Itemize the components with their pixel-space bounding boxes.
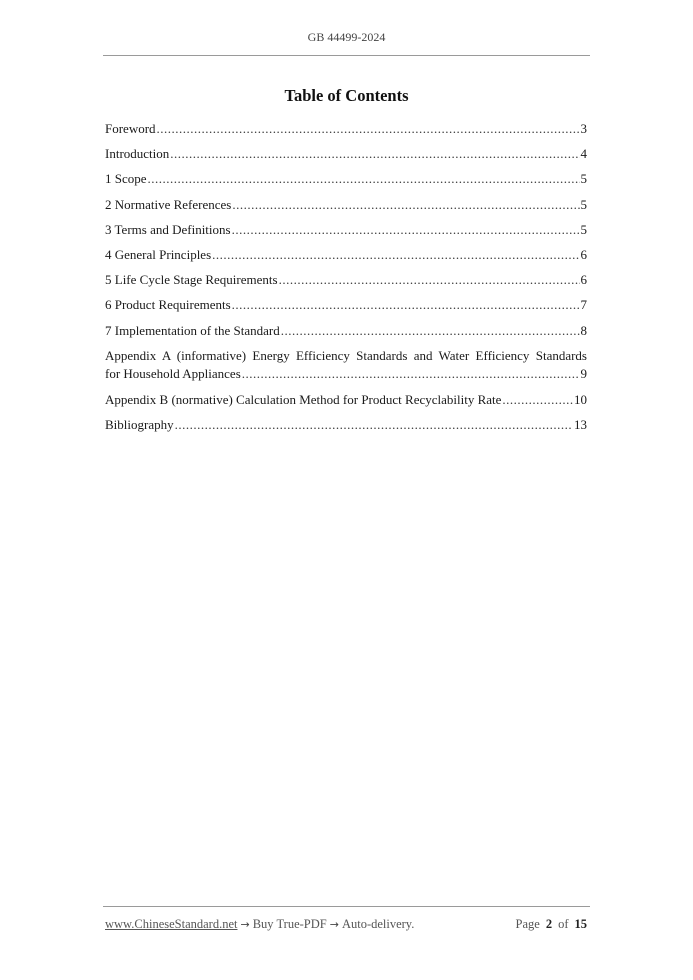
- toc-entry-product-requirements[interactable]: [105, 297, 587, 322]
- buy-true-pdf-text: Buy True-PDF: [252, 917, 327, 931]
- arrow-right-icon: →: [240, 918, 250, 931]
- footer-promo: [105, 917, 414, 932]
- toc-dot-leader: [157, 121, 580, 137]
- toc-entry-life-cycle[interactable]: [105, 272, 587, 297]
- toc-dot-leader: [281, 323, 580, 339]
- header-divider: [103, 55, 590, 56]
- toc-list: [105, 121, 587, 442]
- page-footer: [105, 917, 587, 932]
- toc-entry-general-principles[interactable]: [105, 247, 587, 272]
- arrow-right-icon: →: [329, 918, 339, 931]
- toc-entry-label: 6 Product Requirements: [105, 297, 231, 313]
- page-indicator: [516, 917, 587, 932]
- page-label: Page: [515, 917, 540, 931]
- toc-entry-page: 7: [580, 297, 587, 313]
- toc-dot-leader: [175, 417, 573, 433]
- toc-entry-page: 5: [580, 221, 587, 237]
- toc-entry-page: 8: [580, 322, 587, 338]
- toc-dot-leader: [170, 146, 579, 162]
- toc-entry-page: 5: [580, 196, 587, 212]
- toc-dot-leader: [148, 171, 580, 187]
- toc-dot-leader: [279, 272, 580, 288]
- toc-dot-leader: [232, 222, 580, 238]
- toc-entry-bibliography[interactable]: [105, 417, 587, 442]
- toc-entry-label-line1: Appendix A (informative) Energy Efficiency Standards and Water Efficiency Standards: [105, 347, 587, 363]
- toc-entry-label: 2 Normative References: [105, 196, 232, 212]
- toc-dot-leader: [242, 366, 580, 382]
- toc-entry-page: 6: [580, 272, 587, 288]
- toc-entry-label: 5 Life Cycle Stage Requirements: [105, 272, 278, 288]
- toc-entry-label: 4 General Principles: [105, 246, 212, 262]
- toc-entry-label: 7 Implementation of the Standard: [105, 322, 280, 338]
- toc-dot-leader: [232, 297, 580, 313]
- toc-entry-label: Foreword: [105, 121, 156, 136]
- toc-entry-label: Introduction: [105, 146, 170, 162]
- toc-entry-page: 6: [580, 246, 587, 262]
- toc-entry-page: 3: [580, 121, 587, 136]
- toc-entry-appendix-b[interactable]: [105, 392, 587, 417]
- toc-entry-label: Appendix B (normative) Calculation Method for Product Recyclability Rate: [105, 391, 502, 407]
- toc-entry-label: 1 Scope: [105, 171, 147, 187]
- toc-entry-label-line2: for Household Appliances: [105, 365, 241, 381]
- toc-dot-leader: [232, 197, 579, 213]
- of-label: of: [558, 917, 569, 931]
- toc-entry-label: Bibliography: [105, 416, 174, 432]
- current-page-number: 2: [545, 917, 553, 931]
- toc-entry-introduction[interactable]: [105, 146, 587, 171]
- running-header: GB 44499-2024: [307, 30, 386, 44]
- toc-entry-page: 9: [580, 365, 587, 381]
- toc-entry-scope[interactable]: [105, 171, 587, 196]
- toc-entry-foreword[interactable]: [105, 121, 587, 146]
- toc-entry-page: 4: [580, 146, 587, 162]
- toc-entry-implementation[interactable]: [105, 323, 587, 348]
- toc-entry-second-line: [105, 366, 587, 382]
- toc-entry-page: 10: [574, 391, 587, 407]
- toc-dot-leader: [212, 247, 579, 263]
- toc-entry-page: 5: [580, 171, 587, 187]
- total-pages-number: 15: [574, 917, 587, 931]
- footer-divider: [103, 906, 590, 907]
- toc-dot-leader: [502, 392, 573, 408]
- auto-delivery-text: Auto-delivery.: [341, 917, 415, 931]
- toc-entry-appendix-a[interactable]: [105, 348, 587, 392]
- toc-entry-normative-references[interactable]: [105, 197, 587, 222]
- toc-title: Table of Contents: [284, 86, 409, 105]
- toc-entry-label: 3 Terms and Definitions: [105, 221, 231, 237]
- toc-entry-terms-definitions[interactable]: [105, 222, 587, 247]
- toc-entry-page: 13: [574, 416, 587, 432]
- site-link[interactable]: www.ChineseStandard.net: [105, 917, 238, 931]
